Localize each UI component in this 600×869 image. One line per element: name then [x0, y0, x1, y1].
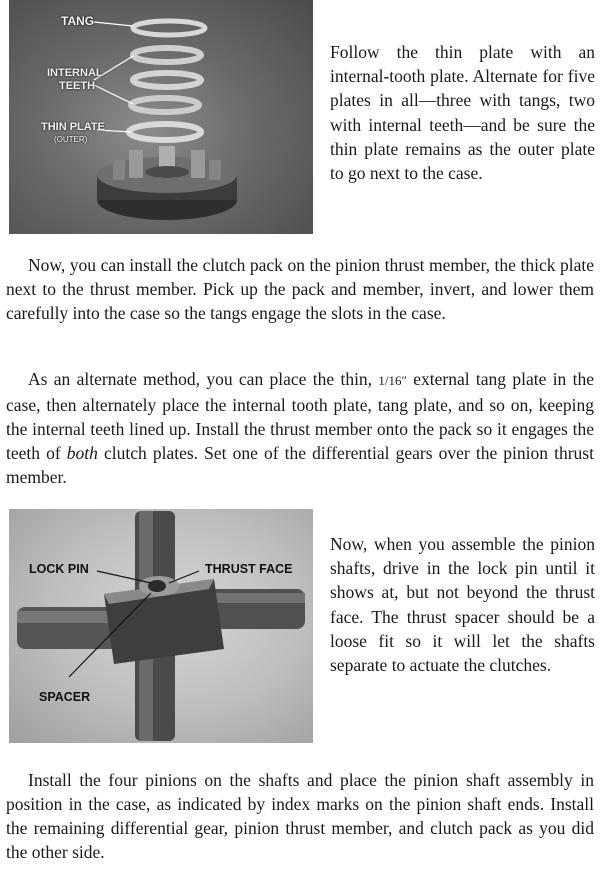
internal-teeth-label-line1: INTERNAL	[47, 67, 103, 79]
fraction-one-sixteenth: 1/16″	[378, 373, 407, 388]
side-text-pinion-shafts: Now, when you assemble the pinion shafts, drive in the lock pin until it shows at, but not beyond the thrust face. The thrust spacer should be a loose fit so it will let the shafts separate to actuate the clutches.	[330, 534, 595, 676]
thrust-face-label: THRUST FACE	[205, 562, 293, 576]
emphasis-both: both	[66, 443, 98, 463]
alt-method-text-b: external tang plate in the case, then alternately place the internal tooth plate, tang plate, and so on, keeping the internal teeth lined up. Install the thrust member onto the pack so it engages the teeth of	[6, 369, 595, 463]
internal-teeth-label-line2: TEETH	[59, 80, 96, 92]
clutch-pack-illustration	[9, 0, 313, 234]
pinion-shaft-photo	[9, 509, 313, 743]
thrust-member	[97, 146, 237, 220]
clutch-plates	[129, 21, 205, 140]
thin-plate-outer-label: (OUTER)	[54, 135, 88, 144]
paragraph-install-clutch-pack: Now, you can install the clutch pack on the pinion thrust member, the thick plate next to the thrust member. Pick up the pack and member, invert, and lower them carefully into the case so the tangs engage the slots in the case.	[6, 255, 594, 323]
tang-label: TANG	[61, 14, 95, 28]
side-text-clutch-plates: Follow the thin plate with an internal-tooth plate. Alternate for five plates in all—three with tangs, two with internal teeth—and be sure the thin plate remains as the outer plate to go next to the case.	[330, 42, 595, 184]
pinion-shaft-illustration	[9, 509, 313, 743]
paragraph-alternate-method	[6, 367, 594, 489]
clutch-pack-photo	[9, 0, 313, 234]
paragraph-install-pinions: Install the four pinions on the shafts and place the pinion shaft assembly in position in the case, as indicated by index marks on the pinion shaft ends. Install the remaining differential gear, pinion thrust member, and clutch pack as you did the other side.	[6, 770, 594, 862]
spacer-label: SPACER	[39, 690, 91, 704]
thin-plate-label: THIN PLATE	[41, 121, 105, 133]
pinion-shaft-cross	[17, 511, 305, 741]
alt-method-text-c: clutch plates. Set one of the differential gears over the pinion thrust member.	[6, 443, 594, 487]
lock-pin-label: LOCK PIN	[29, 562, 89, 576]
alt-method-text-a: As an alternate method, you can place the thin,	[28, 369, 379, 389]
